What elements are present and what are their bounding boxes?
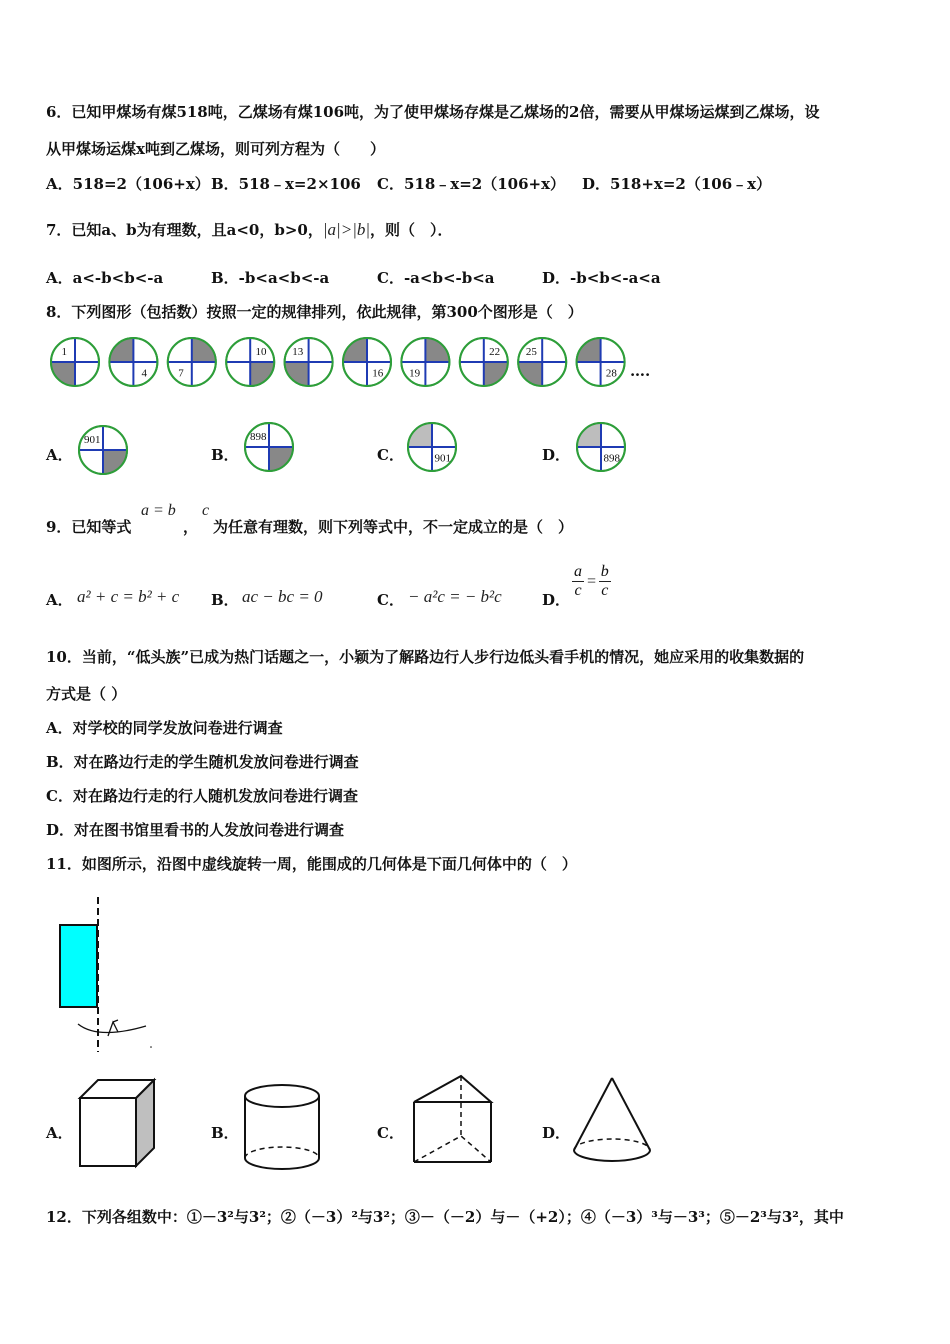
q9-option-d-label: D． (542, 591, 571, 609)
seq-circle-2-number: 4 (141, 367, 147, 380)
option-circle-c-number: 901 (434, 452, 452, 465)
q10-option-b: B．对在路边行走的学生随机发放问卷进行调查 (46, 753, 359, 771)
cone-figure (574, 1078, 650, 1161)
q9-variable-c: c (202, 502, 210, 519)
seq-circle-8-number: 22 (489, 345, 501, 358)
q9-option-a-math: a² + c = b² + c (77, 587, 180, 606)
cylinder-figure (245, 1085, 319, 1169)
q9-comma: ， (183, 518, 199, 536)
seq-circle-4-number: 10 (255, 345, 267, 358)
q10-option-d: D．对在图书馆里看书的人发放问卷进行调查 (46, 821, 345, 839)
rotation-arrow-icon (108, 1020, 118, 1036)
q10-option-c: C．对在路边行走的行人随机发放问卷进行调查 (46, 787, 358, 805)
q10-line1: 10．当前，“低头族”已成为热门话题之一，小颖为了解路边行人步行边低头看手机的情况，她应采用的收集数据的 (46, 648, 805, 666)
q7-option-c: C．-a<b<-b<a (377, 269, 495, 287)
q6-line2: 从甲煤场运煤x吨到乙煤场，则可列方程为（ ） (46, 140, 385, 158)
q9-option-c-math: − a²c = − b²c (408, 587, 502, 606)
q11-option-c-label: C． (377, 1124, 404, 1142)
seq-circle-1-number: 1 (61, 345, 67, 358)
seq-circle-6-number: 16 (372, 367, 384, 380)
seq-circle-7-number: 19 (409, 367, 421, 380)
q9-option-c-label: C． (377, 591, 404, 609)
seq-circle-9-number: 25 (525, 345, 537, 358)
q11-stem: 11．如图所示，沿图中虚线旋转一周，能围成的几何体是下面几何体中的（ ） (46, 855, 577, 873)
option-circle-a-number: 901 (83, 433, 101, 446)
q8-option-a-label: A． (46, 446, 73, 464)
q9-option-d-equals: = (586, 573, 597, 590)
q10-option-a: A．对学校的同学发放问卷进行调查 (46, 719, 283, 737)
stray-dot (150, 1046, 152, 1048)
cube-figure (80, 1080, 154, 1166)
q7-option-d: D．-b<b<-a<a (542, 269, 661, 287)
q9-option-d-num-right: b (600, 563, 609, 580)
q6-option-d: D．518+x=2（106﹣x） (582, 175, 772, 193)
q11-option-d-label: D． (542, 1124, 571, 1142)
q6-option-a: A．518=2（106+x） (46, 175, 210, 193)
q11-option-b-label: B． (211, 1124, 239, 1142)
q9-suffix: 为任意有理数，则下列等式中，不一定成立的是（ ） (213, 518, 574, 536)
seq-circle-10-number: 28 (605, 367, 617, 380)
q12-stem: 12．下列各组数中：①－3²与3²；②（－3）²与3²；③－（－2）与－（+2）；④（－3）³与－3³；⑤－2³与3²，其中 (46, 1208, 844, 1226)
q6-option-b: B．518﹣x=2×106 (211, 175, 361, 193)
q6-line1: 6．已知甲煤场有煤518吨，乙煤场有煤106吨，为了使甲煤场存煤是乙煤场的2倍，需要从甲煤场运煤到乙煤场，设 (46, 103, 820, 121)
q9-option-d-num-left: a (574, 563, 582, 580)
option-circle-d-number: 898 (603, 452, 621, 465)
q9-option-b-label: B． (211, 591, 239, 609)
q9-option-b-math: ac − bc = 0 (242, 587, 323, 606)
seq-circle-3-number: 7 (178, 367, 184, 380)
q11-option-a-label: A． (46, 1124, 73, 1142)
q9-equation: a = b (141, 502, 176, 519)
q8-option-d-label: D． (542, 446, 571, 464)
q9-option-d-den-left: c (574, 582, 582, 599)
q7-option-a: A．a<-b<b<-a (46, 269, 164, 287)
q10-line2: 方式是（ ） (46, 685, 127, 703)
prism-figure (414, 1076, 491, 1162)
q8-stem: 8．下列图形（包括数）按照一定的规律排列，依此规律，第300个图形是（ ） (46, 303, 583, 321)
q9-option-a-label: A． (46, 591, 73, 609)
q7-prefix: 7．已知a、b为有理数，且a<0，b>0， (46, 221, 323, 239)
q8-ellipsis: …. (630, 362, 651, 380)
seq-circle-5-number: 13 (292, 345, 304, 358)
q6-option-c: C．518﹣x=2（106+x） (377, 175, 566, 193)
q8-option-b-label: B． (211, 446, 239, 464)
q9-prefix: 9．已知等式 (46, 518, 132, 536)
q9-option-d-den-right: c (601, 582, 609, 599)
q7-suffix: ，则（ ）． (370, 221, 453, 239)
option-circle-b-number: 898 (249, 430, 267, 443)
q8-option-c-label: C． (377, 446, 404, 464)
q7-option-b: B．-b<a<b<-a (211, 269, 330, 287)
cyan-rectangle (60, 925, 97, 1007)
q7-abs-inequality: |a|>|b| (322, 220, 371, 239)
